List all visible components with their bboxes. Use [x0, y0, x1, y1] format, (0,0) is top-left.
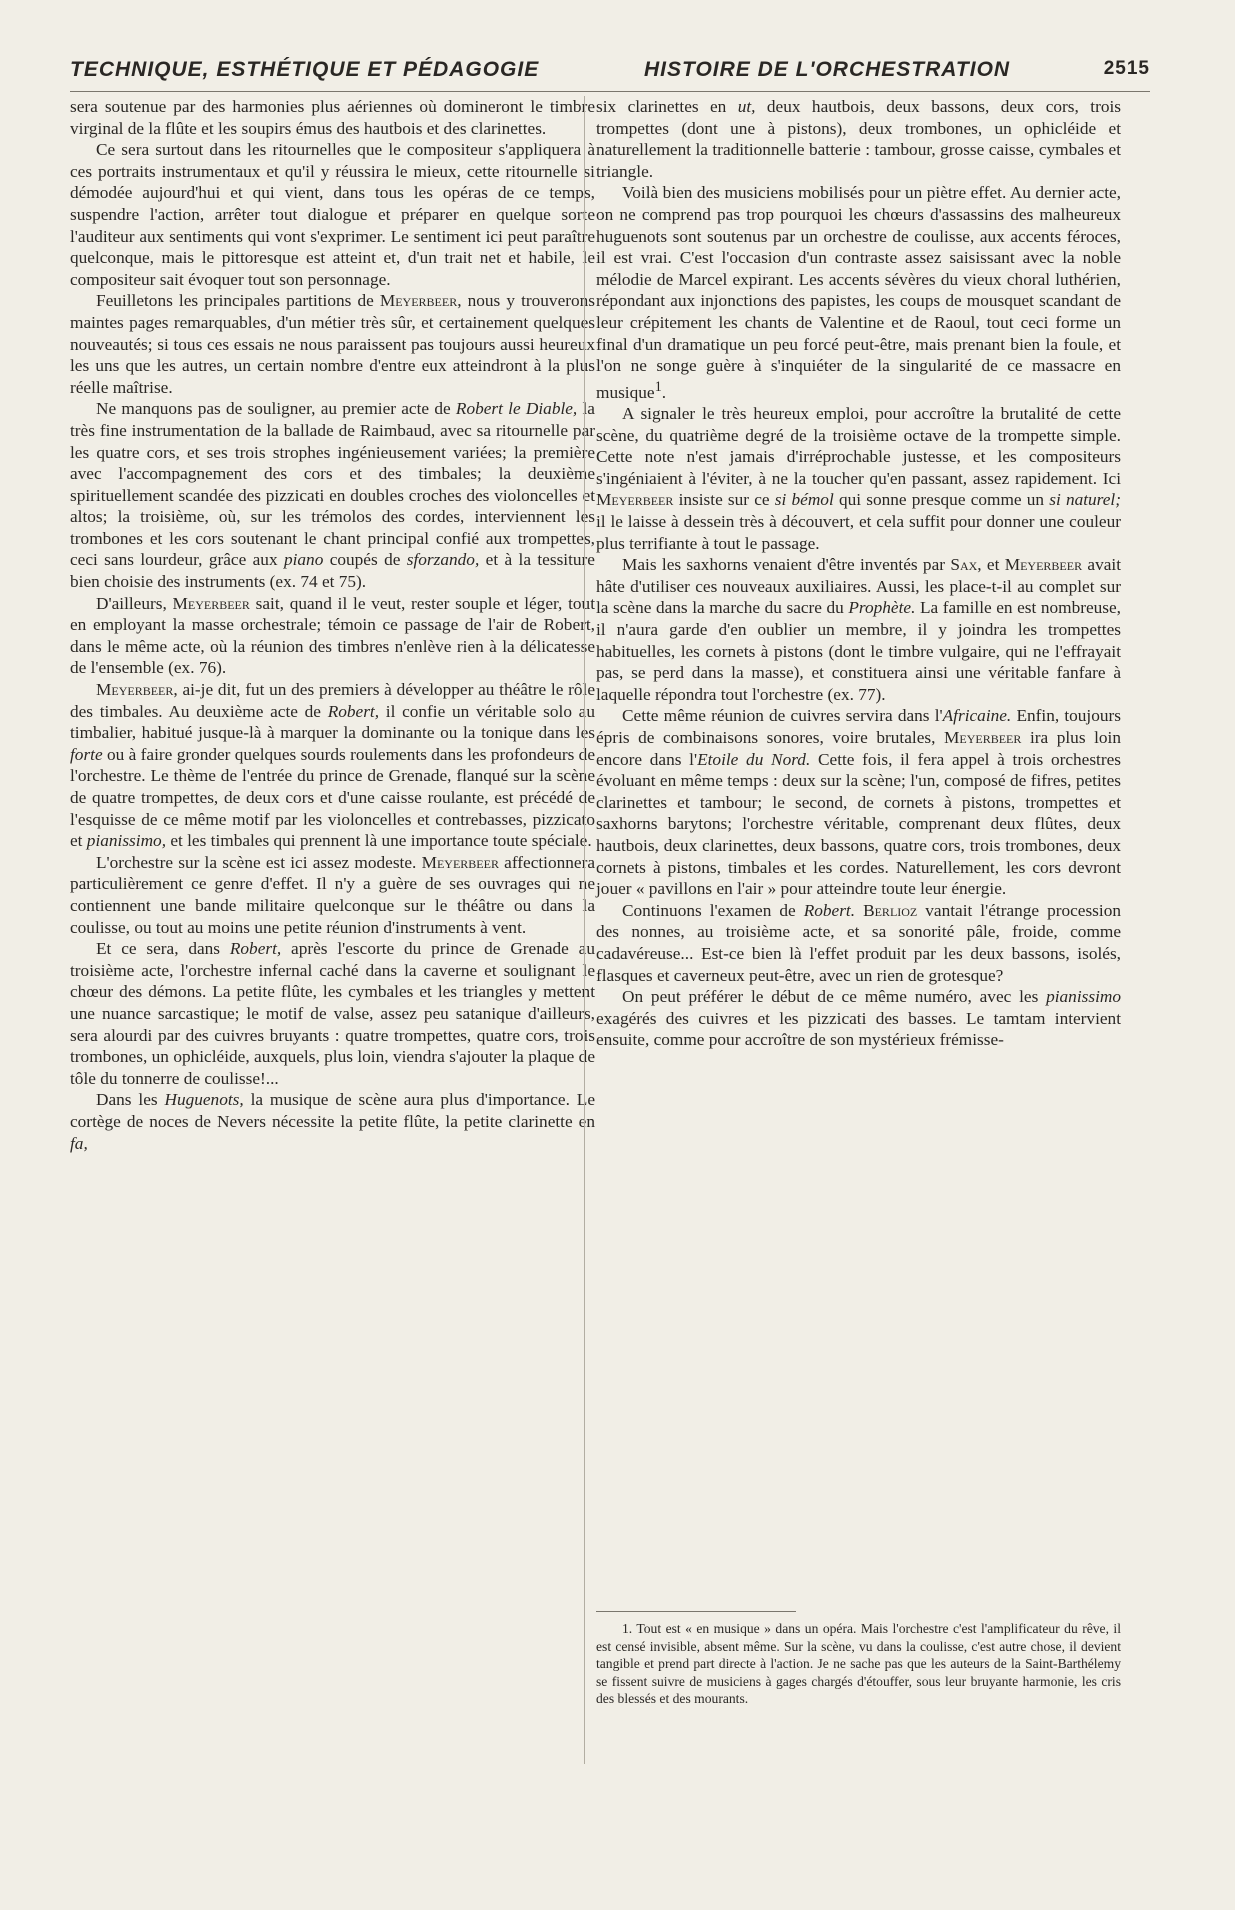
- running-header: [70, 58, 1150, 88]
- small-caps-name: Sax: [950, 555, 978, 575]
- text-run: Cette même réunion de cuivres servira dans l': [622, 706, 943, 726]
- text-run: .: [661, 382, 667, 402]
- italic-text: si naturel;: [1049, 490, 1121, 510]
- text-run: il confie un véritable solo au timbalier, habitué jusque-là à marquer la dominante ou la tonique dans les: [70, 701, 595, 743]
- text-run: avait hâte d'utiliser ces nouveaux auxiliaires. Aussi, les place-t-il au complet sur la scène dans la marche du sacre du: [596, 555, 1122, 618]
- paragraph: [70, 139, 595, 290]
- footnote-text: 1. Tout est « en musique » dans un opéra. Mais l'orchestre c'est l'amplificateur du rêve, il est censé invisible, absent même. Sur la scène, vu dans la coulisse, c'est autre chose, il devient tangible et prend part directe à l'action. Je ne sache pas que les auteurs de la Saint-Barthélemy se fissent suivre de musiciens à gages chargés d'étouffer, sous leur bruyante harmonie, les cris des blessés et des mourants.: [596, 1621, 1121, 1707]
- text-run: , et: [977, 555, 1005, 575]
- text-run: Mais les saxhorns venaient d'être inventés par: [622, 555, 951, 575]
- text-run: Voilà bien des musiciens mobilisés pour un piètre effet. Au dernier acte, on ne comprend pas trop pourquoi les chœurs d'assassins des malheureux huguenots sont soutenus par un orchestre de coulisse, aux accents féroces, il est vrai. C'est l'occasion d'un contraste assez saisissant avec la noble mélodie de Marcel expirant. Les accents sévères du vieux choral luthérien, répondant aux injonctions des papistes, les coups de mousquet scandant de leur crépitement les chants de Valentine et de Raoul, tout ceci forme un final d'un dramatique un peu forcé peut-être, mais prenant bien la foule, et l'on ne songe guère à s'inquiéter de la singularité de ce massacre en musique: [596, 183, 1121, 402]
- page-number: 2515: [1103, 58, 1150, 79]
- paragraph: [596, 900, 1121, 986]
- footnote: [596, 1620, 1121, 1708]
- text-run: il le laisse à dessein très à découvert, et cela suffit pour donner une couleur plus terrifiante à tout le passage.: [596, 512, 1121, 553]
- paragraph: [70, 398, 595, 592]
- text-run: Ne manquons pas de souligner, au premier acte de: [96, 399, 456, 419]
- paragraph: [70, 852, 595, 938]
- header-rule: [70, 91, 1150, 92]
- small-caps-name: Berlioz: [863, 900, 918, 920]
- text-run: et les timbales qui prennent là une importance toute spéciale.: [166, 831, 592, 851]
- text-run: , nous y trouverons maintes pages remarquables, d'un métier très sûr, et certainement quelques nouveautés; si tous ces essais ne nous paraissent pas toujours aussi heureux les uns que les autres, un certain nombre d'entre eux atteindront à la plus réelle maîtrise.: [70, 291, 595, 397]
- paragraph: [70, 290, 595, 398]
- text-run: et à la tessiture bien choisie des instruments (ex. 74 et 75).: [70, 550, 595, 592]
- small-caps-name: Meyerbeer: [421, 852, 499, 872]
- text-run: ira plus loin encore dans l': [596, 727, 1121, 769]
- italic-text: forte: [70, 744, 103, 764]
- small-caps-name: Meyerbeer: [172, 593, 250, 613]
- paragraph: [70, 938, 595, 1089]
- paragraph: [596, 182, 1121, 403]
- italic-text: Prophète.: [848, 598, 916, 618]
- paragraph: [596, 986, 1121, 1051]
- text-run: On peut préférer le début de ce même numéro, avec les: [622, 987, 1047, 1007]
- text-run: , ai-je dit, fut un des premiers à développer au théâtre le rôle des timbales. Au deuxième acte de: [70, 680, 595, 721]
- text-run: six clarinettes en: [596, 97, 738, 116]
- text-run: la très fine instrumentation de la ballade de Raimbaud, avec sa ritournelle par les quatre cors, et ses trois strophes ingénieusement variées; la première avec l'accompagnement des cors et des timbales; la deuxième spirituellement scandée des pizzicati en doubles croches des violoncelles et altos; la troisième, où, sur les trémolos des cordes, interviennent les trombones et les cors soutenant le chant principal confié aux trompettes, ceci sans lourdeur, grâce aux: [70, 399, 595, 570]
- paragraph: [70, 96, 595, 139]
- left-column: [70, 96, 595, 1154]
- paragraph: [70, 1089, 595, 1154]
- italic-text: pianissimo: [1046, 987, 1121, 1007]
- footnote-rule: [596, 1611, 796, 1612]
- italic-text: Robert le Diable,: [455, 399, 578, 419]
- footnote-marker: 1: [654, 378, 662, 395]
- header-chapter-title: HISTOIRE DE L'ORCHESTRATION: [644, 58, 1011, 81]
- text-run: L'orchestre sur la scène est ici assez modeste.: [96, 852, 422, 872]
- text-run: la musique de scène aura plus d'importance. Le cortège de noces de Nevers nécessite la petite flûte, la petite clarinette en: [70, 1090, 596, 1131]
- small-caps-name: Meyerbeer: [944, 727, 1022, 747]
- paragraph: [596, 96, 1121, 182]
- text-run: Et ce sera, dans: [96, 939, 230, 959]
- text-run: Feuilletons les principales partitions de: [96, 291, 380, 311]
- paragraph: [70, 593, 595, 679]
- text-run: vantait l'étrange procession des nonnes, au troisième acte, et sa sonorité pâle, froide, comme cadavéreuse... Est-ce bien là l'effet produit par les deux bassons, isolés, flasques et caverneux peut-être, avec un rien de grotesque?: [596, 900, 1121, 985]
- italic-text: Robert,: [327, 701, 380, 721]
- text-run: coupés de: [323, 550, 407, 570]
- text-run: La famille en est nombreuse, il n'aura garde d'en oublier un membre, il y joindra les trompettes habituelles, les cornets à pistons (dont le timbre vulgaire, qui ne l'effrayait pas, se perd dans la masse), et constituera ainsi une véritable fanfare à laquelle répondra tout l'orchestre (ex. 77).: [596, 598, 1121, 704]
- italic-text: fa,: [70, 1133, 88, 1153]
- text-run: insiste sur ce: [673, 490, 775, 510]
- italic-text: Robert.: [803, 900, 856, 920]
- text-run: Dans les: [96, 1090, 165, 1110]
- italic-text: pianissimo,: [86, 831, 167, 851]
- text-run: affectionnera particulièrement ce genre d'effet. Il n'y a guère de ses ouvrages qui ne contiennent une bande militaire quelconque sur le théâtre ou dans la coulisse, ou tout au moins une petite réunion d'instruments à vent.: [70, 852, 596, 937]
- small-caps-name: Meyerbeer: [1004, 555, 1083, 575]
- italic-text: Africaine.: [942, 706, 1012, 726]
- text-run: [855, 901, 863, 920]
- header-section-title: TECHNIQUE, ESTHÉTIQUE ET PÉDAGOGIE: [70, 58, 540, 81]
- italic-text: Huguenots,: [164, 1090, 244, 1110]
- small-caps-name: Meyerbeer: [96, 680, 174, 700]
- text-run: qui sonne presque comme un: [833, 490, 1050, 510]
- text-run: Continuons l'examen de: [622, 900, 804, 920]
- paragraph: [596, 554, 1121, 705]
- paragraph: [596, 403, 1121, 554]
- right-column: [596, 96, 1121, 1051]
- paragraph: [70, 679, 595, 852]
- italic-text: ut,: [737, 97, 756, 116]
- text-run: après l'escorte du prince de Grenade au troisième acte, l'orchestre infernal caché dans la caverne et soulignant le chœur des démons. La petite flûte, les cymbales et les triangles y mettent une nuance sarcastique; le motif de valse, assez peu satanique d'ailleurs, sera alourdi par des cuivres bruyants : quatre trompettes, quatre cors, trois trombones, un ophicléide, auxquels, plus loin, viendra s'ajouter la plaque de tôle du tonnerre de coulisse!...: [70, 939, 595, 1088]
- text-run: Enfin, toujours épris de combinaisons sonores, voire brutales,: [596, 706, 1121, 747]
- text-run: Cette fois, il fera appel à trois orchestres évoluant en même temps : deux sur la scène; l'un, composé de fifres, petites clarinettes et tambour; le second, de cornets à pistons, trompettes et saxhorns barytons; l'orchestre véritable, comprenant deux flûtes, deux hautbois, deux clarinettes, deux bassons, quatre cors, trois trombones, deux cornets à pistons, timbales et les cordes. Naturellement, les cors devront jouer « pavillons en l'air » pour atteindre toute leur énergie.: [596, 749, 1122, 899]
- text-run: A signaler le très heureux emploi, pour accroître la brutalité de cette scène, du quatrième degré de la troisième octave de la trompette simple. Cette note n'est jamais d'irréprochable justesse, et les compositeurs s'ingéniaient à l'éviter, à ne la toucher qu'en passant, assez rapidement. Ici: [596, 404, 1121, 488]
- italic-text: sforzando,: [406, 550, 480, 570]
- text-run: deux hautbois, deux bassons, deux cors, trois trompettes (dont une à pistons), deux trombones, un ophicléide et naturellement la traditionnelle batterie : tambour, grosse caisse, cymbales et triangle.: [596, 97, 1121, 181]
- italic-text: si bémol: [774, 490, 834, 510]
- text-run: ou à faire gronder quelques sourds roulements dans les profondeurs de l'orchestre. Le thème de l'entrée du prince de Grenade, flanqué sur la scène de quatre trompettes, de deux cors et d'une caisse roulante, est précédé de l'esquisse de ce même motif par les violoncelles et contrebasses, pizzicato et: [70, 744, 595, 851]
- text-run: D'ailleurs,: [96, 593, 173, 613]
- column-divider: [584, 96, 585, 1764]
- text-run: Ce sera surtout dans les ritournelles que le compositeur s'appliquera à ces portraits instrumentaux et qu'il y réussira le mieux, cette ritournelle si démodée aujourd'hui et qui vient, dans tous les opéras de ce temps, suspendre l'action, arrêter tout dialogue et préparer en quelque sorte l'auditeur aux sentiments qui vont s'exprimer. Le sentiment ici peut paraître quelconque, mais le pittoresque est atteint et, d'un trait net et habile, le compositeur sait évoquer tout son personnage.: [70, 140, 595, 289]
- paragraph: [596, 705, 1121, 899]
- italic-text: Robert,: [229, 939, 282, 959]
- italic-text: piano: [283, 550, 324, 570]
- text-run: sera soutenue par des harmonies plus aériennes où domineront le timbre virginal de la flûte et les soupirs émus des hautbois et des clarinettes.: [70, 97, 595, 138]
- text-run: exagérés des cuivres et les pizzicati des basses. Le tamtam intervient ensuite, comme pour accroître de son mystérieux frémisse-: [596, 1008, 1121, 1050]
- small-caps-name: Meyerbeer: [596, 490, 674, 510]
- small-caps-name: Meyerbeer: [379, 291, 458, 311]
- text-run: sait, quand il le veut, rester souple et léger, tout en employant la masse orchestrale; témoin ce passage de l'air de Robert, dans le même acte, où la réunion des timbres n'enlève rien à la délicatesse de l'ensemble (ex. 76).: [70, 593, 595, 678]
- italic-text: Etoile du Nord.: [697, 749, 811, 769]
